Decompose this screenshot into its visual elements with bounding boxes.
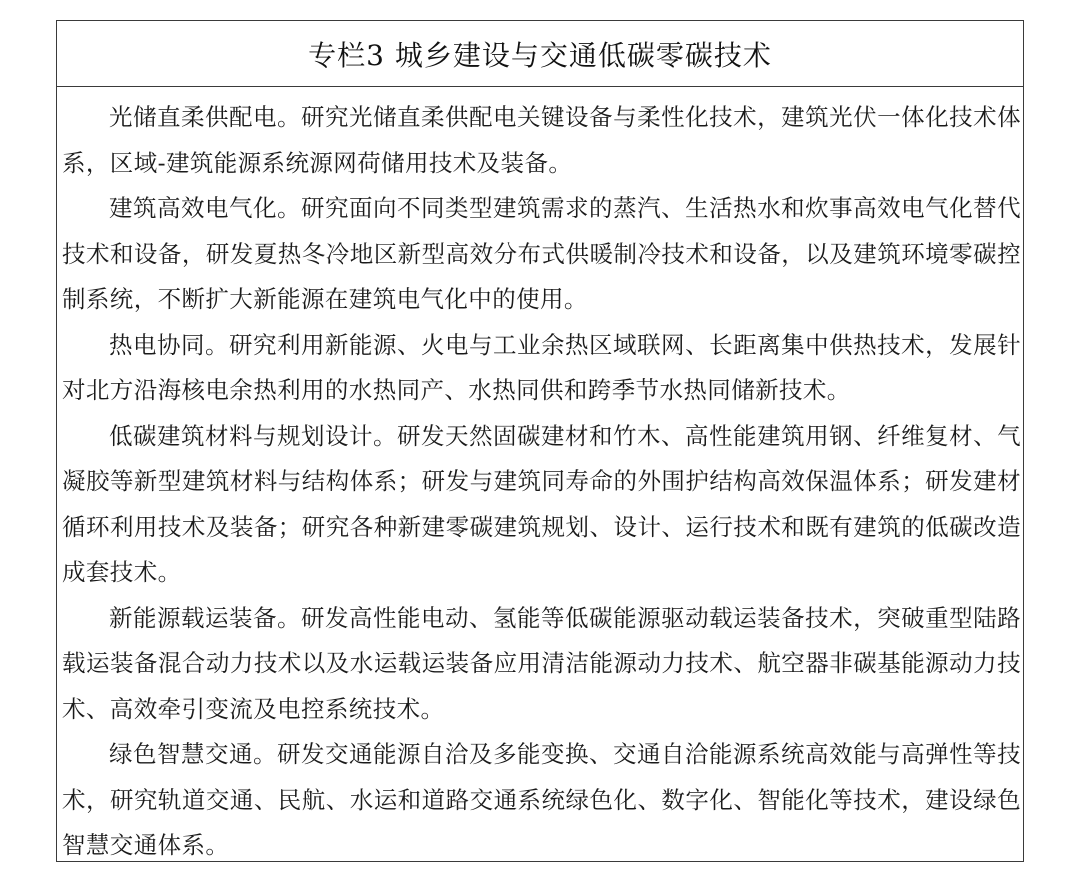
column-title: 专栏3 城乡建设与交通低碳零碳技术 xyxy=(57,21,1023,87)
paragraph-lead: 绿色智慧交通。 xyxy=(109,740,278,768)
paragraph-lead: 热电协同。 xyxy=(109,330,230,359)
column-box xyxy=(56,20,1024,862)
paragraph-lead: 光储直柔供配电。 xyxy=(109,103,302,131)
paragraph-lead: 低碳建筑材料与规划设计。 xyxy=(109,421,398,450)
paragraph-green-smart-transport xyxy=(57,732,1023,869)
paragraph-new-energy-vehicles xyxy=(57,596,1023,733)
paragraph-body: 研究利用新能源、火电与工业余热区域联网、长距离集中供热技术，发展针对北方沿海核电余热利用的水热同产、水热同供和跨季节水热同储新技术。 xyxy=(62,330,1021,404)
paragraph-body: 研究光储直柔供配电关键设备与柔性化技术，建筑光伏一体化技术体系，区域-建筑能源系统源网荷储用技术及装备。 xyxy=(62,103,1022,177)
paragraph-heat-power xyxy=(57,323,1023,414)
paragraph-lead: 建筑高效电气化。 xyxy=(109,194,302,222)
paragraph-building-electrification xyxy=(57,186,1023,323)
paragraph-body: 研发交通能源自洽及多能变换、交通自洽能源系统高效能与高弹性等技术，研究轨道交通、民航、水运和道路交通系统绿色化、数字化、智能化等技术，建设绿色智慧交通体系。 xyxy=(62,740,1021,859)
paragraph-body: 研发天然固碳建材和竹木、高性能建筑用钢、纤维复材、气凝胶等新型建筑材料与结构体系；研发与建筑同寿命的外围护结构高效保温体系；研发建材循环利用技术及装备；研究各种新建零碳建筑规划、设计、运行技术和既有建筑的低碳改造成套技术。 xyxy=(62,421,1021,586)
paragraph-lead: 新能源载运装备。 xyxy=(109,603,302,632)
paragraph-body: 研究面向不同类型建筑需求的蒸汽、生活热水和炊事高效电气化替代技术和设备，研发夏热冬冷地区新型高效分布式供暖制冷技术和设备，以及建筑环境零碳控制系统，不断扩大新能源在建筑电气化中的使用。 xyxy=(62,194,1022,313)
paragraph-body: 研发高性能电动、氢能等低碳能源驱动载运装备技术，突破重型陆路载运装备混合动力技术以及水运载运装备应用清洁能源动力技术、航空器非碳基能源动力技术、高效牵引变流及电控系统技术。 xyxy=(62,603,1022,723)
column-content xyxy=(57,87,1023,869)
paragraph-low-carbon-materials xyxy=(57,414,1023,596)
paragraph-solar-storage xyxy=(57,95,1023,186)
